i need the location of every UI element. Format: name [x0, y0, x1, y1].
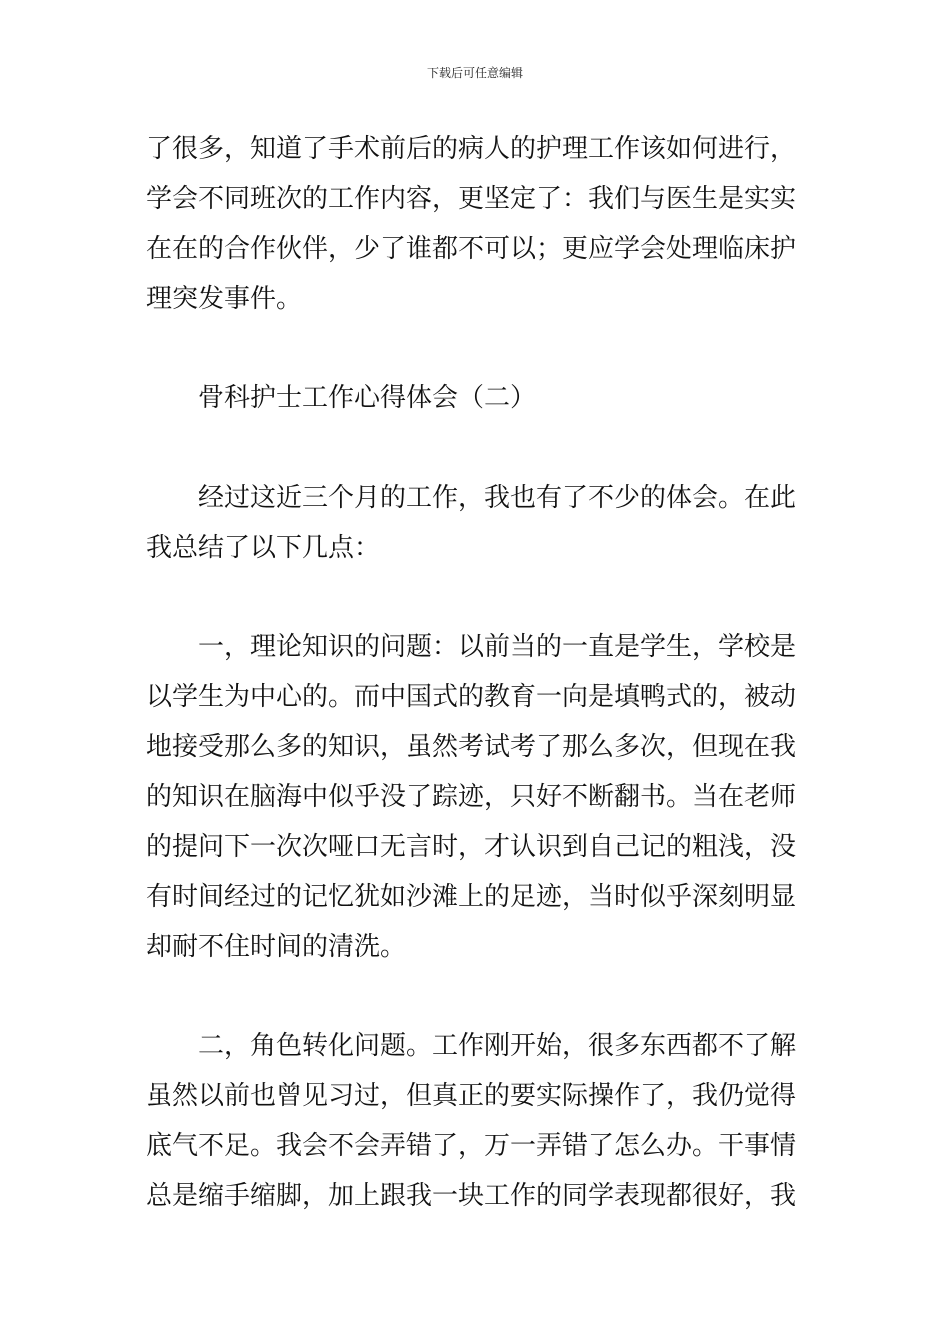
paragraph-line: 经过这近三个月的工作，我也有了不少的体会。在此	[198, 483, 797, 513]
paragraph-line: 我总结了以下几点：	[146, 533, 381, 563]
header-note: 下载后可任意编辑	[426, 66, 523, 80]
paragraph-line: 总是缩手缩脚，加上跟我一块工作的同学表现都很好，我	[146, 1181, 797, 1211]
paragraph-line: 一，理论知识的问题：以前当的一直是学生，学校是	[198, 632, 797, 662]
paragraph-line: 底气不足。我会不会弄错了，万一弄错了怎么办。干事情	[146, 1131, 797, 1161]
paragraph-line: 地接受那么多的知识，虽然考试考了那么多次，但现在我	[146, 732, 797, 762]
paragraph-line: 却耐不住时间的清洗。	[146, 932, 407, 962]
paragraph-line: 二，角色转化问题。工作刚开始，很多东西都不了解	[198, 1031, 797, 1061]
paragraph-line: 虽然以前也曾见习过，但真正的要实际操作了，我仍觉得	[146, 1081, 797, 1111]
paragraph-line: 了很多，知道了手术前后的病人的护理工作该如何进行，	[146, 134, 797, 164]
paragraph-line: 有时间经过的记忆犹如沙滩上的足迹，当时似乎深刻明显	[146, 882, 797, 912]
paragraph-line: 以学生为中心的。而中国式的教育一向是填鸭式的，被动	[146, 682, 797, 712]
paragraph-line: 在在的合作伙伴，少了谁都不可以；更应学会处理临床护	[146, 234, 797, 264]
paragraph-line: 的知识在脑海中似乎没了踪迹，只好不断翻书。当在老师	[146, 782, 797, 812]
section-heading: 骨科护士工作心得体会（二）	[198, 383, 537, 413]
paragraph-line: 理突发事件。	[146, 284, 303, 314]
paragraph-line: 的提问下一次次哑口无言时，才认识到自己记的粗浅，没	[146, 832, 797, 862]
paragraph-line: 学会不同班次的工作内容，更坚定了：我们与医生是实实	[146, 184, 797, 214]
